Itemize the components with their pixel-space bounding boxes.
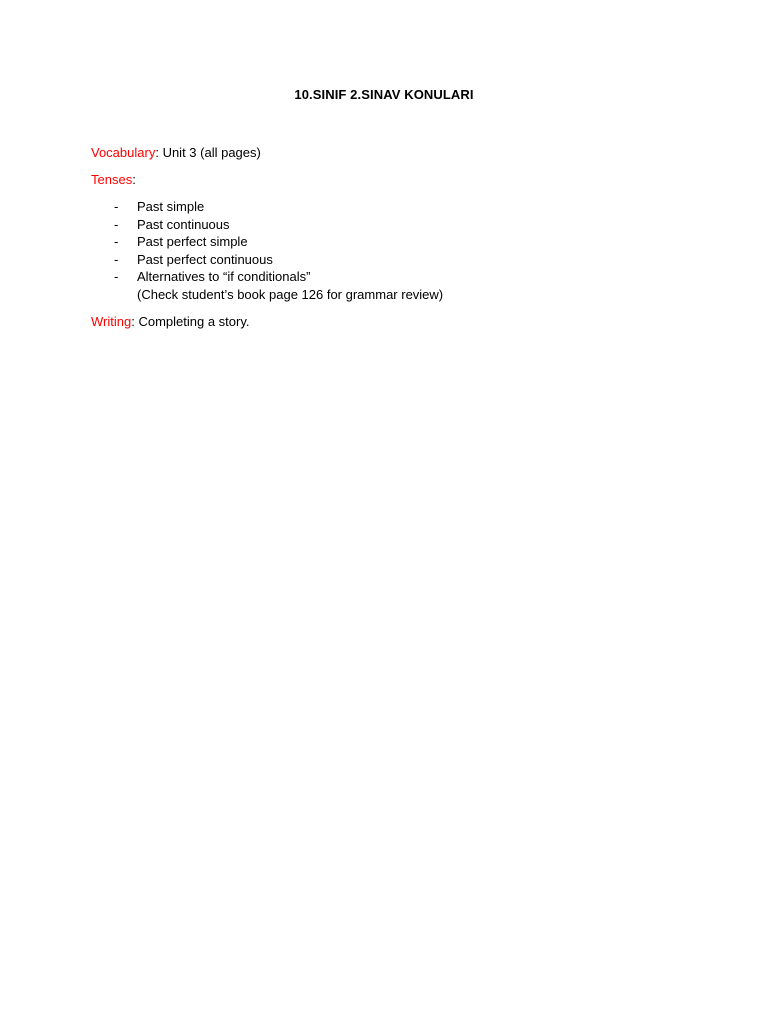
list-item-text: Past simple [137, 199, 205, 214]
vocabulary-separator: : [155, 145, 159, 160]
tenses-line [91, 171, 136, 188]
grammar-review-note: (Check student’s book page 126 for grammar review) [137, 287, 444, 302]
bullet-dash: - [114, 251, 119, 267]
list-item-text: Alternatives to “if conditionals” [137, 269, 311, 285]
writing-separator: : [131, 314, 135, 329]
list-item [114, 268, 310, 286]
tenses-separator: : [132, 172, 136, 187]
list-item [114, 233, 310, 251]
bullet-dash: - [114, 216, 119, 232]
writing-line [91, 313, 249, 330]
list-item-text: Past continuous [137, 216, 230, 232]
list-item [114, 216, 310, 234]
tenses-list [114, 198, 310, 286]
list-item [114, 198, 310, 216]
list-item-text: Past perfect simple [137, 234, 248, 250]
vocabulary-value: Unit 3 (all pages) [158, 145, 261, 160]
writing-value: Completing a story. [134, 314, 250, 329]
tenses-label: Tenses [91, 172, 133, 187]
page-title: 10.SINIF 2.SINAV KONULARI [294, 87, 474, 102]
writing-label: Writing [91, 314, 132, 329]
vocabulary-line [91, 144, 261, 161]
vocabulary-label: Vocabulary [91, 145, 156, 160]
list-item [114, 251, 310, 269]
bullet-dash: - [114, 199, 119, 214]
bullet-dash: - [114, 269, 119, 285]
bullet-dash: - [114, 234, 119, 250]
list-item-text: Past perfect continuous [137, 251, 273, 267]
